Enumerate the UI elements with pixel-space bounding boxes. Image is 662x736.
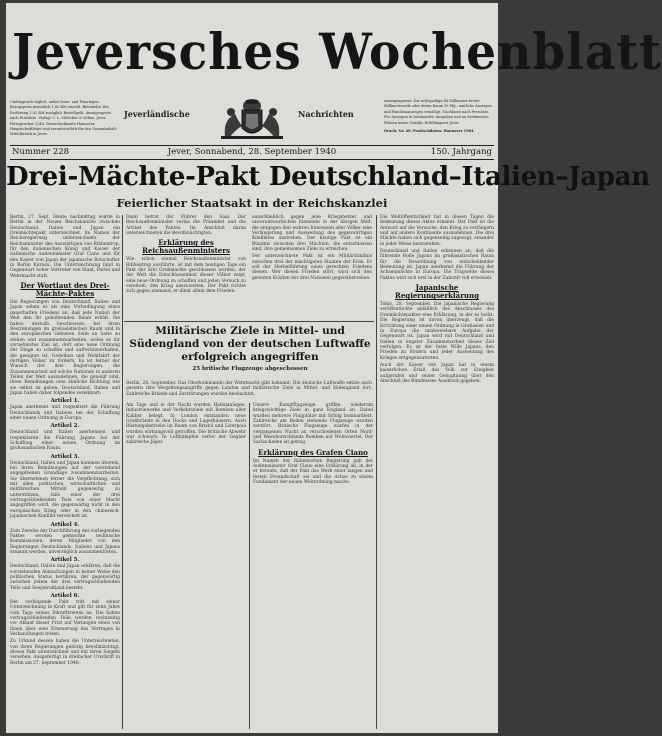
masthead-imprint: Druck: Nr. 40. Postfachdaten: Hannover 1984 bbox=[384, 129, 474, 134]
article-2-title: Artikel 2. bbox=[50, 423, 80, 430]
newspaper-title: Jeversches Wochenblatt bbox=[12, 23, 662, 82]
col1-lead: Berlin, 27. Sept. Heute nachmittag wurde in Berlin in der Neuen Reichskanzlei zwischen Deutschland, Italien und Japan ein Dreimächtepakt unterzeichnet. Im Namen der Reichsregierung unterzeichnete der Reichsminister des Auswärtigen von Ribbentrop, für den italienischen König und Kaiser der italienische Außenminister Graf Ciano und für den Kaiser von Japan der japanische Botschafter in Berlin Kurusu. Die Unterzeichnung fand in Gegenwart hoher Vertreter von Staat, Partei und Wehrmacht statt. bbox=[10, 215, 120, 279]
war-report-column-1 bbox=[126, 403, 246, 729]
col4-text-3: Tokio, 28. September. Die japanische Regierung veröffentlichte anläßlich des Abschlusses des Dreimächtepaktes eine Erklärung, in der es heißt: Die Regierung ist davon überzeugt, daß die Errichtung einer neuen Ordnung in Großasien und in Europa die unabweisbare Aufgabe der Gegenwart ist. Japan wird mit Deutschland und Italien in engster Zusammenarbeit dieses Ziel verfolgen. Es ist der feste Wille Japans, den Frieden zu fördern und jeder Ausweitung des Krieges entgegenzutreten. bbox=[380, 302, 494, 361]
article-6-text: Der vorliegende Pakt tritt mit seiner Unterzeichnung in Kraft und gilt für zehn Jahre vom Tage seines Inkrafttretens an. Die hohen vertragschließenden Teile werden rechtzeitig vor Ablauf dieser Frist auf Verlangen eines von ihnen über eine Erneuerung des Vertrages in Verhandlungen treten. bbox=[10, 599, 120, 637]
main-headline: Drei-Mächte-Pakt Deutschland–Italien–Japan bbox=[6, 162, 650, 192]
war-report-lead-text: Berlin, 28. September. Das Oberkommando der Wehrmacht gibt bekannt: Die deutsche Luftwaffe setzte auch gestern ihre Vergeltungsangriffe gegen London und militärische Ziele in Mittel- und Südengland fort. Zahlreiche Brände und Zerstörungen wurden beobachtet. bbox=[126, 381, 372, 397]
article-5-text: Deutschland, Italien und Japan erklären, daß die vorstehenden Abmachungen in keiner Weise den politischen Status berühren, der gegenwärtig zwischen jedem der drei vertragschließenden Teile und Sowjetrußland besteht. bbox=[10, 564, 120, 591]
ciano-heading: Erklärung des Grafen Ciano bbox=[258, 447, 368, 457]
col3-text-1: ausschließlich gegen jene Kriegshetzer und unverantwortlichen Elemente in der übrigen Welt, die entgegen den wahren Interessen aller Völker eine Verlängerung und Ausweitung des gegenwärtigen Konfliktes anstreben. Der heutige Pakt ist ein Bündnis zwischen drei Mächten, die entschlossen sind, ihre gemeinsamen Ziele zu erreichen. bbox=[252, 215, 372, 253]
masthead-right-text: Anzeigenpreise: Die achtspaltige 46 Millimeter breite Millimeterzeile oder deren Raum 10 Pfg., amtliche Anzeigen und Familienanzeigen ermäßigt. Nachlässe nach Preisliste. Für Anzeigen in bestimmten Ausgaben und an bestimmten Plätzen keine Gewähr. Erfüllungsort Jever. bbox=[384, 99, 492, 125]
col3-text-2: Der unterzeichnete Pakt ist ein Militärbündnis zwischen drei der mächtigsten Staaten der Erde. Er soll der Herbeiführung eines gerechten Friedens dienen. Wer diesen Frieden stört, wird sich den geeinten Kräften der drei Nationen gegenübersehen. bbox=[252, 254, 372, 281]
article-4-text: Zum Zwecke der Durchführung des vorliegenden Paktes werden gemischte technische Kommissionen, deren Mitglieder von den Regierungen Deutschlands, Italiens und Japans ernannt werden, unverzüglich zusammentreten. bbox=[10, 528, 120, 555]
main-subheadline: Feierlicher Staatsakt in der Reichskanzlei bbox=[116, 196, 388, 210]
col1-closing: Zu Urkund dessen haben die Unterzeichneten, von ihren Regierungen gehörig bevollmächtigt, diesen Pakt unterzeichnet und mit ihren Siegeln versehen. Ausgefertigt in dreifacher Urschrift in Berlin am 27. September 1940. bbox=[10, 639, 120, 666]
col2-text-2: Wie schon einmal Reichsaußenminister von Ribbentrop ausführte, ist mit dem heutigen Tage ein Pakt der drei Großmächte geschlossen worden, der der Welt die Entschlossenheit dieser Völker zeigt, eine neue Ordnung zu schaffen und jeden Versuch zu vereiteln, den Krieg auszuweiten. Der Pakt richtet sich gegen niemand, er dient allein dem Frieden. bbox=[126, 257, 246, 295]
col4-text-2: Deutschland und Italien erkennen an, daß die führende Rolle Japans im großasiatischen Raum für die Neuordnung von entscheidender Bedeutung ist. Japan anerkennt die Führung der Achsenmächte in Europa. Die Tragweite dieses Paktes wird sich erst in der Zukunft voll erweisen. bbox=[380, 249, 494, 281]
coat-of-arms-icon bbox=[215, 96, 289, 142]
col4-text-1: Die Weltöffentlichkeit hat in diesen Tagen die Bedeutung dieses Aktes erkannt. Der Pakt ist die Antwort auf die Versuche, den Krieg zu verlängern und auf andere Kontinente auszudehnen. Die drei Mächte haben sich gegenseitig zugesagt, einander in jeder Weise beizustehen. bbox=[380, 215, 494, 247]
masthead-subtitle-right: Nachrichten bbox=[298, 109, 354, 119]
col2-heading: Erklärung des Reichsaußenministers bbox=[142, 238, 230, 256]
col1-body: Die Regierungen von Deutschland, Italien und Japan sehen es als eine Vorbedingung eines dauerhaften Friedens an, daß jede Nation der Welt den ihr gebührenden Raum erhält. Sie haben deshalb beschlossen, bei ihren Bestrebungen im großasiatischen Raum und in den europäischen Gebieten Seite an Seite zu stehen und zusammenzuarbeiten, wobei es ihr vornehmstes Ziel ist, dort eine neue Ordnung der Dinge zu schaffen und aufrechtzuerhalten, die geeignet ist, Gedeihen und Wohlfahrt der dortigen Völker zu fördern. Es ist ferner der Wunsch der drei Regierungen, die Zusammenarbeit auf solche Nationen in anderen Teilen der Welt auszudehnen, die geneigt sind, ihren Bemühungen eine ähnliche Richtung wie sie selbst zu geben. Deutschland, Italien und Japan haben daher folgendes vereinbart: bbox=[10, 300, 120, 396]
issue-number: Nummer 228 bbox=[12, 147, 70, 157]
col2-text-1: Dann betrat der Führer den Saal. Der Reichsaußenminister verlas die Präambel und die Artikel des Paktes. Im Anschluß daran unterzeichneten die Bevollmächtigten. bbox=[126, 215, 246, 237]
article-3-title: Artikel 3. bbox=[50, 453, 80, 460]
col4-text-4: Auch der Kaiser von Japan hat in einem kaiserlichen Erlaß das Volk zur Einigkeit aufgerufen und seiner Genugtuung über den Abschluß des Bündnisses Ausdruck gegeben. bbox=[380, 362, 494, 384]
issue-date: Jever, Sonnabend, 28. September 1940 bbox=[167, 147, 337, 157]
war-report-text-2: Unsere Kampfflugzeuge griffen wiederum kriegswichtige Ziele in ganz England an. Dabei wurden mehrere Flugplätze mit Erfolg bombardiert. Zahlreiche am Boden stehende Flugzeuge wurden zerstört. Britische Flugzeuge warfen in der vergangenen Nacht an verschiedenen Orten Nord- und Westdeutschlands Bomben auf Wohnviertel. Der Sachschaden ist gering. bbox=[253, 403, 373, 446]
col4-heading: Japanische Regierungserklärung bbox=[395, 283, 479, 301]
newspaper-page bbox=[6, 3, 662, 733]
masthead-left-info: Umfangreich täglich, außer Sonn- und Feiertagen. Bezugspreis monatlich 1,80 RM einschl. Botenlohn. Bei Postbezug 1,92 RM zuzüglich Bestellgeld. Anzeigenpreis nach Preisliste. Verlag: C. L. Mettcker & Söhne, Jever. Fernsprecher 2240. Postscheckkonto Hannover. Hauptschriftleiter und verantwortlich für den Gesamtinhalt: Mittelbrinck in Jever. bbox=[10, 100, 118, 137]
dateline-bar bbox=[10, 145, 494, 160]
article-4-title: Artikel 4. bbox=[50, 521, 80, 528]
column-rule bbox=[249, 403, 250, 729]
masthead-right-info bbox=[384, 99, 494, 134]
war-report-headline: Militärische Ziele in Mittel- und Südengland von der deutschen Luftwaffe erfolgreich angegriffen bbox=[129, 325, 371, 363]
article-3-text: Deutschland, Italien und Japan kommen überein, bei ihren Bemühungen auf der vorstehend angegebenen Grundlage zusammenzuarbeiten. Sie übernehmen ferner die Verpflichtung, sich mit allen politischen, wirtschaftlichen und militärischen Mitteln gegenseitig zu unterstützen, falls einer der drei vertragschließenden Teile von einer Macht angegriffen wird, die gegenwärtig nicht in den europäischen Krieg oder in den chinesisch-japanischen Konflikt verwickelt ist. bbox=[10, 460, 120, 520]
col1-heading: Der Wortlaut des Drei-Mächte-Paktes bbox=[20, 281, 110, 299]
war-report-column-2 bbox=[253, 403, 373, 729]
masthead-subtitle-left: Jeverländische bbox=[124, 109, 190, 119]
article-2-text: Deutschland und Italien anerkennen und respektieren die Führung Japans bei der Schaffung einer neuen Ordnung im großasiatischen Raum. bbox=[10, 430, 120, 452]
column-rule bbox=[122, 215, 123, 729]
column-3 bbox=[252, 215, 372, 320]
article-1-text: Japan anerkennt und respektiert die Führung Deutschlands und Italiens bei der Schaffung einer neuen Ordnung in Europa. bbox=[10, 405, 120, 421]
column-1 bbox=[10, 215, 120, 729]
war-report-text-1: Am Tage und in der Nacht wurden Hafenanlagen, Industriewerke und Verkehrsziele mit Bomben aller Kaliber belegt. In London entstanden neue Großbrände in den Docks und Lagerhäusern. Auch Rüstungsbetriebe im Raum von Bristol und Liverpool wurden wirkungsvoll getroffen. Die britische Abwehr war schwach. In Luftkämpfen verlor der Gegner zahlreiche Jäger. bbox=[126, 403, 246, 446]
volume-year: 150. Jahrgang bbox=[430, 147, 492, 157]
war-report-subheadline: 25 britische Flugzeuge abgeschossen bbox=[192, 366, 308, 372]
article-5-title: Artikel 5. bbox=[50, 557, 80, 564]
masthead bbox=[6, 3, 662, 145]
article-1-title: Artikel 1. bbox=[50, 398, 80, 405]
column-2 bbox=[126, 215, 246, 320]
war-report-lead bbox=[126, 381, 372, 401]
article-6-title: Artikel 6. bbox=[50, 592, 80, 599]
war-report-text-3: Im Namen der italienischen Regierung gab der Außenminister Graf Ciano eine Erklärung ab, in der er betonte, daß der Pakt das Werk einer langen und festen Freundschaft sei und die Achse zu einem Fundament der neuen Weltordnung mache. bbox=[253, 458, 373, 486]
section-rule bbox=[124, 321, 374, 322]
war-report-headline-block bbox=[124, 325, 376, 372]
column-rule bbox=[376, 215, 377, 729]
column-4 bbox=[380, 215, 494, 729]
